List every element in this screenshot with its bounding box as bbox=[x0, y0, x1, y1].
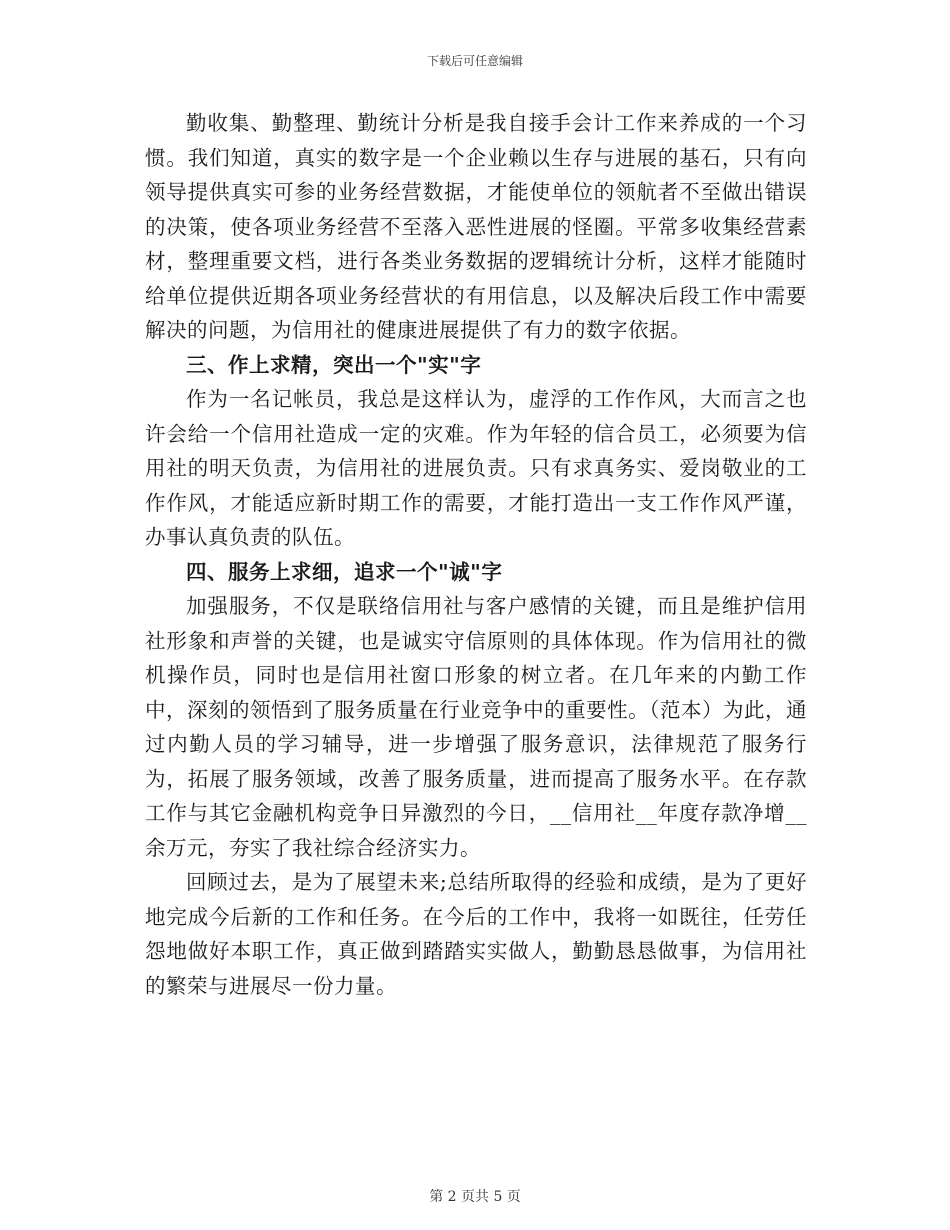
page-header: 下载后可任意编辑 bbox=[426, 54, 523, 68]
paragraph-data-analysis: 勤收集、勤整理、勤统计分析是我自接手会计工作来养成的一个习惯。我们知道，真实的数字是一个企业赖以生存与进展的基石，只有向领导提供真实可参的业务经营数据，才能使单位的领航者不至做出错误的决策，使各项业务经营不至落入恶性进展的怪圈。平常多收集经营素材，整理重要文档，进行各类业务数据的逻辑统计分析，这样才能随时给单位提供近期各项业务经营状的有用信息，以及解决后段工作中需要解决的问题，为信用社的健康进展提供了有力的数字依据。 bbox=[145, 111, 807, 342]
section-heading-3: 三、作上求精，突出一个"实"字 bbox=[186, 352, 482, 377]
paragraph-conclusion: 回顾过去，是为了展望未来;总结所取得的经验和成绩，是为了更好地完成今后新的工作和任务。在今后的工作中，我将一如既往，任劳任怨地做好本职工作，真正做到踏踏实实做人，勤勤恳恳做事，为信用社的繁荣与进展尽一份力量。 bbox=[145, 870, 807, 998]
paragraph-service: 加强服务，不仅是联络信用社与客户感情的关键，而且是维护信用社形象和声誉的关键，也是诚实守信原则的具体体现。作为信用社的微机操作员，同时也是信用社窗口形象的树立者。在几年来的内勤工作中，深刻的领悟到了服务质量在行业竞争中的重要性。（范本）为此，通过内勤人员的学习辅导，进一步增强了服务意识，法律规范了服务行为，拓展了服务领域，改善了服务质量，进而提高了服务水平。在存款工作与其它金融机构竞争日异激烈的今日，__信用社__年度存款净增__余万元，夯实了我社综合经济实力。 bbox=[145, 594, 807, 860]
page-footer: 第 2 页共 5 页 bbox=[429, 1189, 521, 1205]
paragraph-work-style: 作为一名记帐员，我总是这样认为，虚浮的工作作风，大而言之也许会给一个信用社造成一定的灾难。作为年轻的信合员工，必须要为信用社的明天负责，为信用社的进展负责。只有求真务实、爱岗敬业的工作作风，才能适应新时期工作的需要，才能打造出一支工作作风严谨，办事认真负责的队伍。 bbox=[145, 387, 807, 549]
document-body bbox=[145, 106, 807, 1003]
section-heading-4: 四、服务上求细，追求一个"诚"字 bbox=[186, 559, 503, 584]
